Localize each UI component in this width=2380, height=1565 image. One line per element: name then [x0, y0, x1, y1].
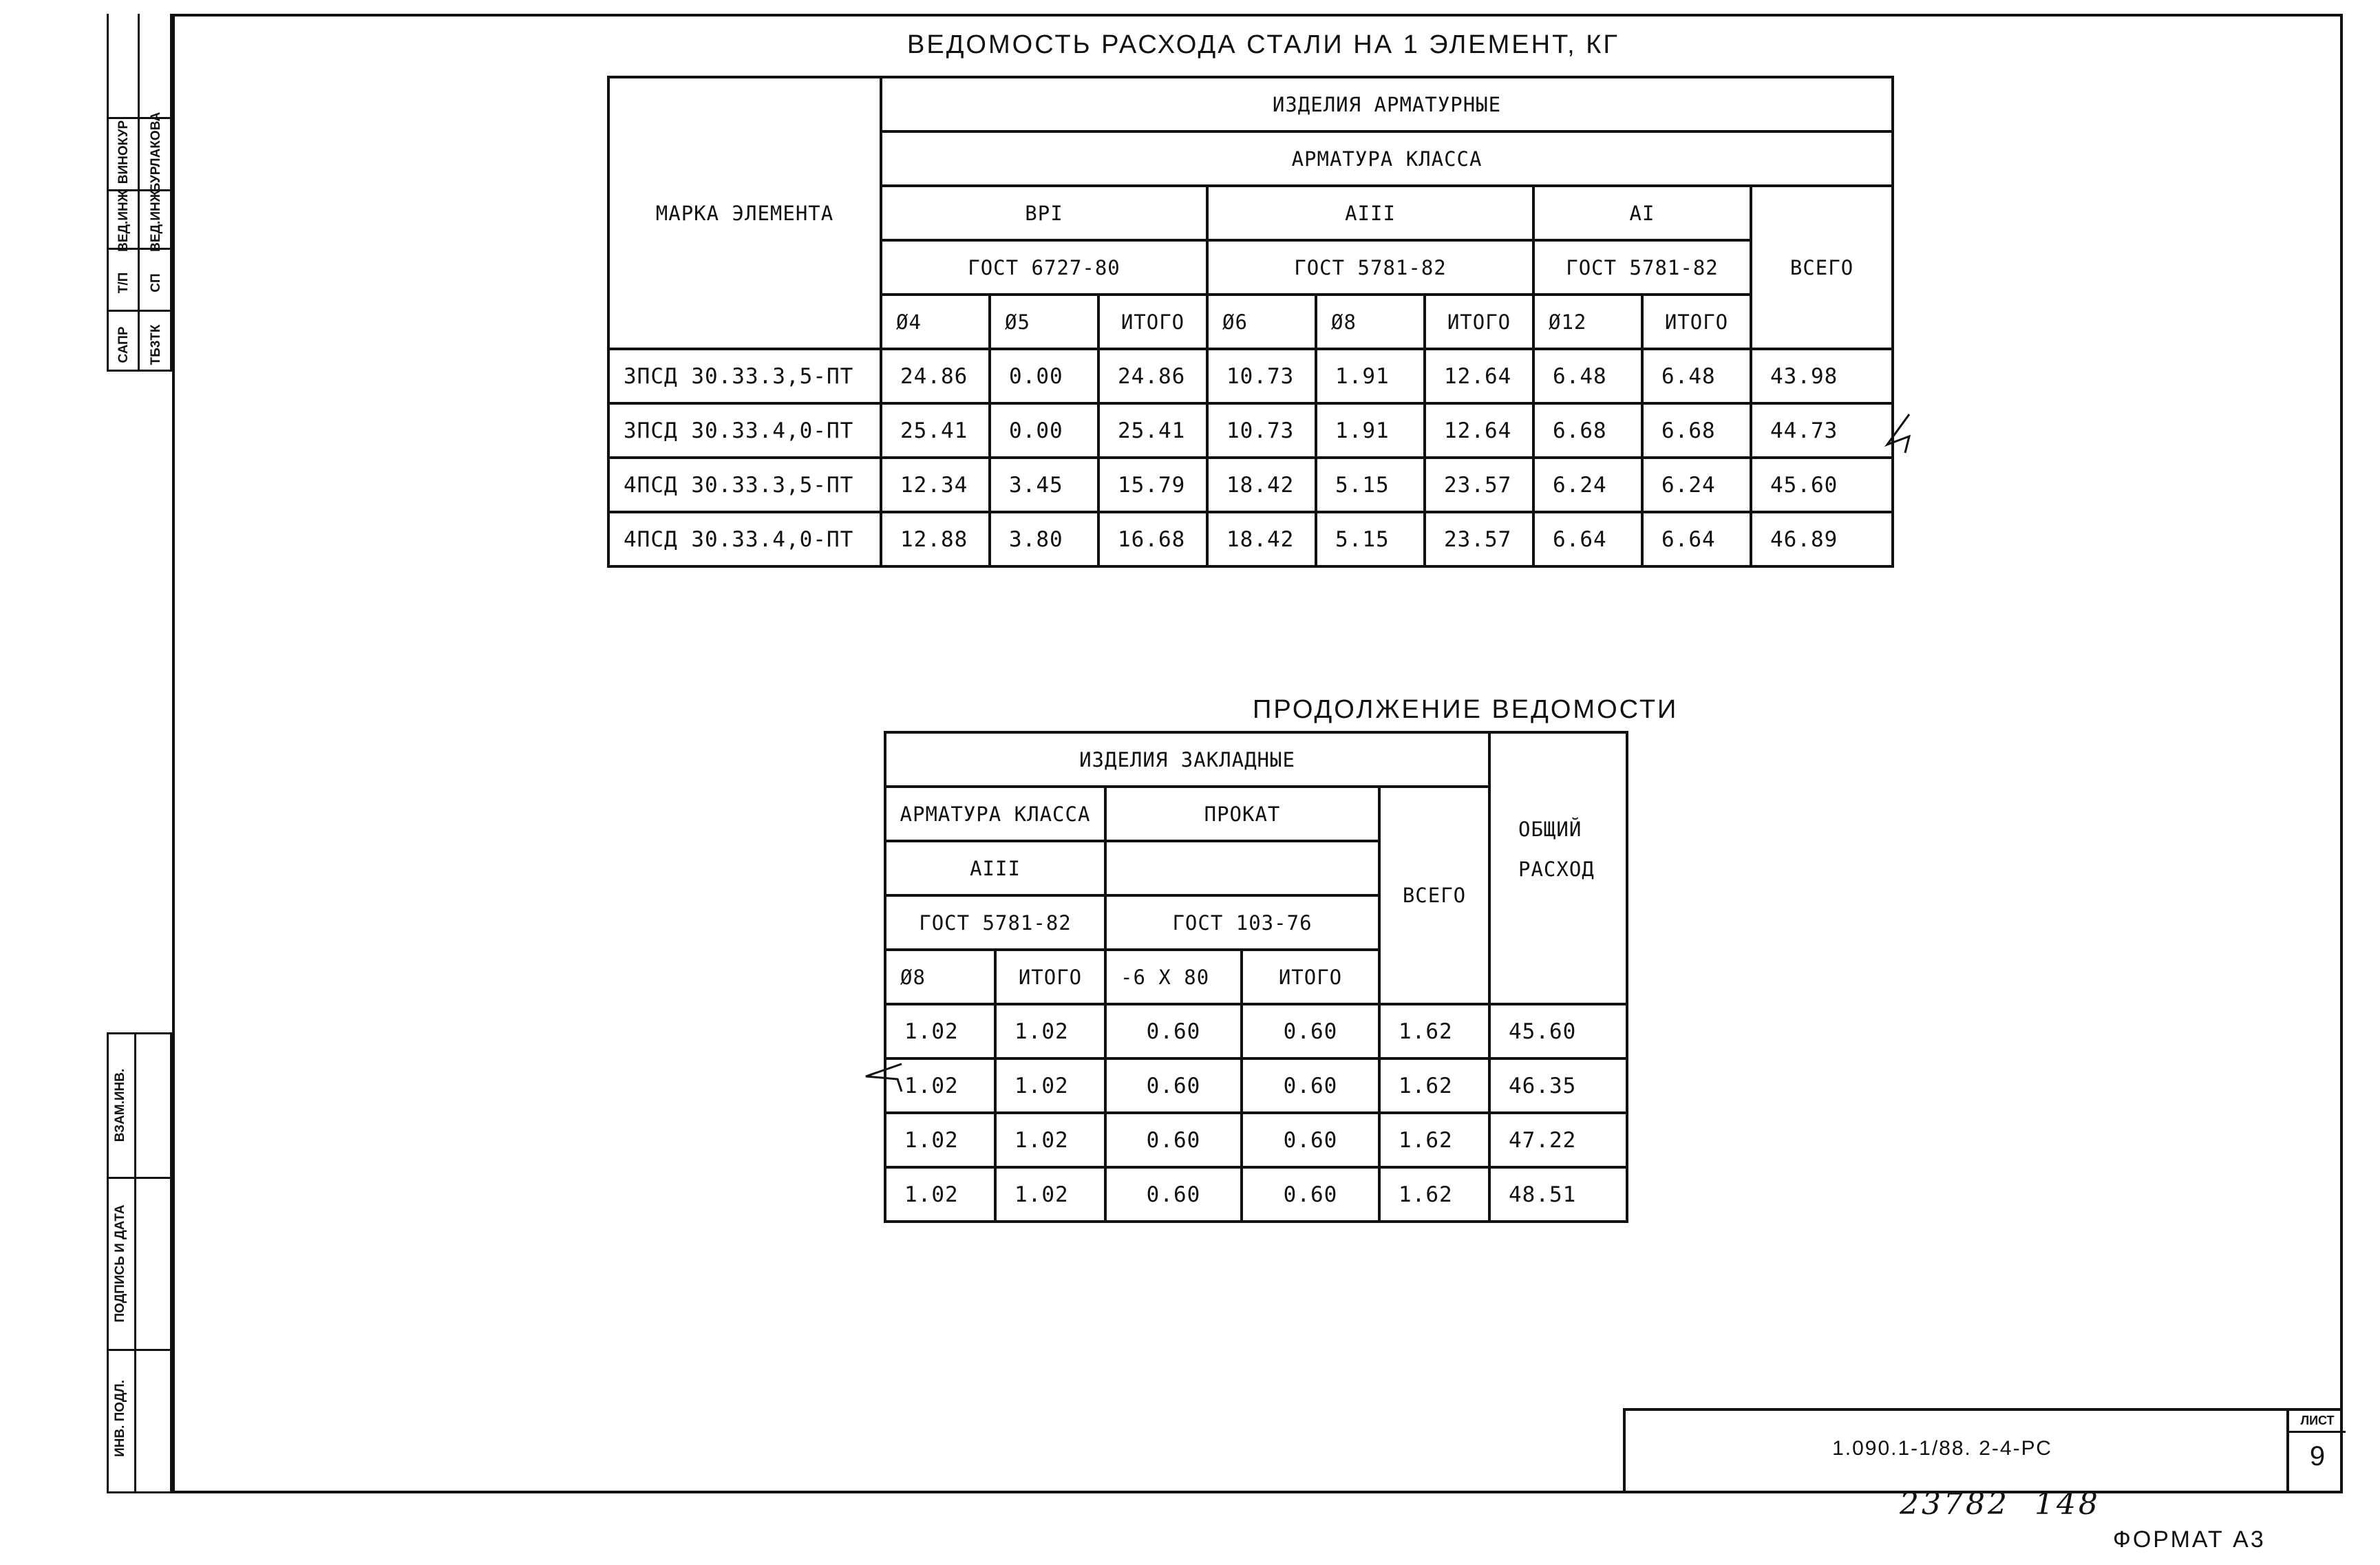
row-mark: 3ПСД 30.33.4,0-ПТ [608, 403, 881, 458]
cell: 1.02 [995, 1113, 1105, 1167]
cell: 1.62 [1379, 1167, 1489, 1222]
cell: 43.98 [1751, 349, 1893, 403]
cell: 3.45 [990, 458, 1098, 512]
table-row [608, 458, 1893, 512]
cell: 12.64 [1425, 349, 1533, 403]
sheet-label: ЛИСТ [2289, 1414, 2346, 1433]
header-col: Ø4 [881, 295, 990, 349]
cell: 1.62 [1379, 1113, 1489, 1167]
table-row [608, 512, 1893, 566]
cell: 5.15 [1316, 512, 1425, 566]
header-gost-ai: ГОСТ 5781-82 [1533, 240, 1751, 295]
side-role-vinokur: ВИНОКУР [116, 120, 131, 184]
header-class: АРМАТУРА КЛАССА [885, 787, 1105, 841]
cell: 1.02 [885, 1113, 995, 1167]
header-col: ИТОГО [1242, 950, 1379, 1004]
cell: 15.79 [1098, 458, 1207, 512]
table2-title: ПРОДОЛЖЕНИЕ ВЕДОМОСТИ [1253, 695, 1679, 724]
header-rolled-empty [1105, 841, 1379, 895]
cell: 3.80 [990, 512, 1098, 566]
header-class-name: AIII [885, 841, 1105, 895]
header-total: ВСЕГО [1379, 787, 1489, 1004]
header-grand-total-line2: РАСХОД [1518, 858, 1595, 881]
side-label-vzam-inv: ВЗАМ.ИНВ. [113, 1068, 127, 1142]
cell: 16.68 [1098, 512, 1207, 566]
document-code: 1.090.1-1/88. 2-4-РС [1832, 1437, 2052, 1460]
header-mark: МАРКА ЭЛЕМЕНТА [608, 77, 881, 349]
cell: 6.68 [1533, 403, 1642, 458]
cell: 24.86 [881, 349, 990, 403]
cell: 6.68 [1642, 403, 1751, 458]
cell: 1.02 [885, 1058, 995, 1113]
cell: 47.22 [1489, 1113, 1627, 1167]
side-role-sapr: САПР [116, 326, 131, 363]
cell: 18.42 [1207, 458, 1316, 512]
title-block [1623, 1408, 2343, 1493]
header-group-ai: AI [1533, 186, 1751, 240]
side-label-inv-podl: ИНВ. ПОДЛ. [113, 1380, 127, 1457]
side-name-tp: СП [149, 273, 163, 292]
cell: 0.60 [1242, 1167, 1379, 1222]
table-row [885, 1167, 1627, 1222]
side-name-burlakova: БУРЛАКОВА [149, 111, 163, 193]
break-mark-right [1884, 413, 1915, 454]
cell: 25.41 [881, 403, 990, 458]
cell: 0.60 [1242, 1058, 1379, 1113]
table-row [885, 1004, 1627, 1058]
cell: 0.00 [990, 403, 1098, 458]
cell: 23.57 [1425, 458, 1533, 512]
cell: 25.41 [1098, 403, 1207, 458]
header-gost-aiii: ГОСТ 5781-82 [1207, 240, 1533, 295]
cell: 1.62 [1379, 1058, 1489, 1113]
header-col: -6 X 80 [1105, 950, 1242, 1004]
handwritten-number: 23782 148 [1900, 1487, 2101, 1522]
side-name-ved: ВЕД.ИНЖ [149, 190, 163, 252]
cell: 24.86 [1098, 349, 1207, 403]
sheet-cell [2286, 1411, 2346, 1493]
header-col: Ø5 [990, 295, 1098, 349]
cell: 46.89 [1751, 512, 1893, 566]
table-row [885, 1113, 1627, 1167]
cell: 0.60 [1242, 1004, 1379, 1058]
cell: 0.60 [1105, 1004, 1242, 1058]
header-class-gost: ГОСТ 5781-82 [885, 895, 1105, 950]
header-rolled: ПРОКАТ [1105, 787, 1379, 841]
cell: 6.64 [1642, 512, 1751, 566]
cell: 0.60 [1105, 1058, 1242, 1113]
cell: 6.24 [1533, 458, 1642, 512]
cell: 6.24 [1642, 458, 1751, 512]
cell: 0.00 [990, 349, 1098, 403]
cell: 6.64 [1533, 512, 1642, 566]
header-products: ИЗДЕЛИЯ АРМАТУРНЫЕ [881, 77, 1893, 131]
header-col: ИТОГО [1642, 295, 1751, 349]
header-embedded-products: ИЗДЕЛИЯ ЗАКЛАДНЫЕ [885, 732, 1489, 787]
header-col: Ø12 [1533, 295, 1642, 349]
table1-title: ВЕДОМОСТЬ РАСХОДА СТАЛИ НА 1 ЭЛЕМЕНТ, КГ [907, 30, 1619, 59]
cell: 1.91 [1316, 403, 1425, 458]
cell: 6.48 [1642, 349, 1751, 403]
cell: 1.02 [885, 1004, 995, 1058]
header-rolled-gost: ГОСТ 103-76 [1105, 895, 1379, 950]
sheet-number: 9 [2309, 1441, 2326, 1471]
header-col: ИТОГО [1098, 295, 1207, 349]
header-group-aiii: AIII [1207, 186, 1533, 240]
cell: 1.62 [1379, 1004, 1489, 1058]
table-row [608, 349, 1893, 403]
cell: 12.34 [881, 458, 990, 512]
row-mark: 3ПСД 30.33.3,5-ПТ [608, 349, 881, 403]
cell: 44.73 [1751, 403, 1893, 458]
cell: 1.02 [995, 1167, 1105, 1222]
header-col: Ø6 [1207, 295, 1316, 349]
cell: 45.60 [1751, 458, 1893, 512]
side-role-tp: Т/П [116, 272, 131, 294]
header-total: ВСЕГО [1751, 186, 1893, 349]
header-grand-total-line1: ОБЩИЙ [1518, 818, 1582, 841]
steel-consumption-table [607, 76, 1894, 568]
table-row [885, 1058, 1627, 1113]
cell: 48.51 [1489, 1167, 1627, 1222]
cell: 5.15 [1316, 458, 1425, 512]
continuation-table [884, 731, 1628, 1223]
cell: 12.64 [1425, 403, 1533, 458]
cell: 6.48 [1533, 349, 1642, 403]
cell: 23.57 [1425, 512, 1533, 566]
row-mark: 4ПСД 30.33.4,0-ПТ [608, 512, 881, 566]
side-panel [107, 14, 172, 1493]
cell: 10.73 [1207, 403, 1316, 458]
cell: 12.88 [881, 512, 990, 566]
cell: 0.60 [1242, 1113, 1379, 1167]
cell: 1.02 [995, 1058, 1105, 1113]
header-col: Ø8 [885, 950, 995, 1004]
cell: 1.02 [995, 1004, 1105, 1058]
header-group-vri: ВРI [881, 186, 1207, 240]
header-col: ИТОГО [1425, 295, 1533, 349]
header-col: ИТОГО [995, 950, 1105, 1004]
cell: 1.02 [885, 1167, 995, 1222]
table-row [608, 403, 1893, 458]
cell: 46.35 [1489, 1058, 1627, 1113]
header-grand-total [1489, 732, 1627, 1004]
side-label-signature-date: ПОДПИСЬ И ДАТА [113, 1204, 127, 1323]
format-label: ФОРМАТ А3 [2113, 1526, 2266, 1553]
side-name-sapr: ТБ3ТК [149, 324, 163, 365]
cell: 18.42 [1207, 512, 1316, 566]
header-gost-vri: ГОСТ 6727-80 [881, 240, 1207, 295]
header-col: Ø8 [1316, 295, 1425, 349]
side-role-ved: ВЕД.ИНЖ [116, 190, 131, 252]
cell: 10.73 [1207, 349, 1316, 403]
cell: 1.91 [1316, 349, 1425, 403]
cell: 45.60 [1489, 1004, 1627, 1058]
row-mark: 4ПСД 30.33.3,5-ПТ [608, 458, 881, 512]
cell: 0.60 [1105, 1167, 1242, 1222]
cell: 0.60 [1105, 1113, 1242, 1167]
header-class: АРМАТУРА КЛАССА [881, 131, 1893, 186]
